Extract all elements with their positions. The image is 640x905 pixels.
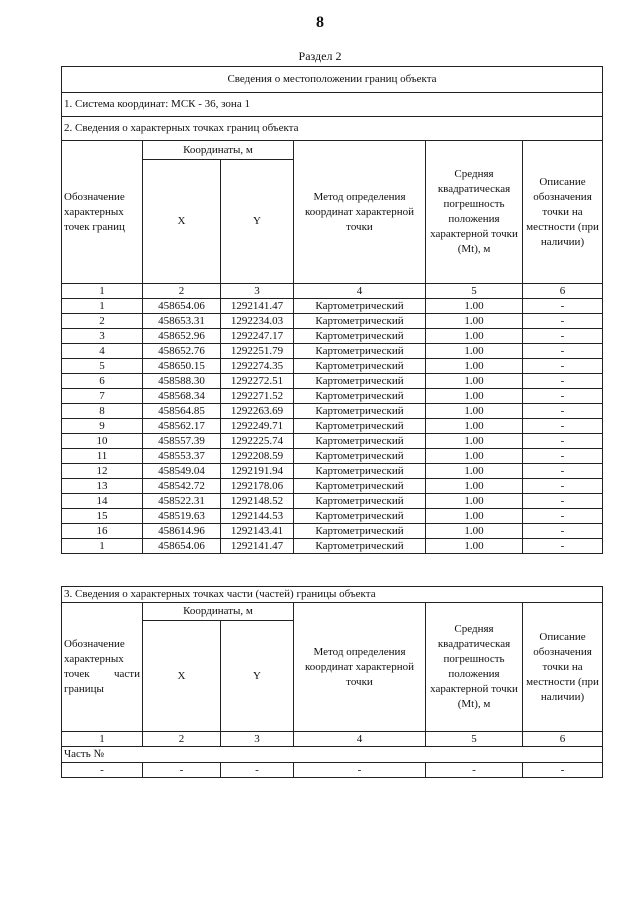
col-number: 2 <box>143 732 221 747</box>
col-number: 1 <box>62 284 143 299</box>
point-number: 1 <box>62 299 143 314</box>
description-cell: - <box>523 419 603 434</box>
coord-x: 458652.96 <box>143 329 221 344</box>
coord-x: 458557.39 <box>143 434 221 449</box>
point-number: 11 <box>62 449 143 464</box>
coord-y: 1292143.41 <box>221 524 294 539</box>
header-x: X <box>143 160 221 284</box>
header-description: Описание обозначения точки на местности (при наличии) <box>523 141 603 284</box>
col-number: 6 <box>523 284 603 299</box>
col-number: 2 <box>143 284 221 299</box>
method-cell: Картометрический <box>294 419 426 434</box>
point-number: 3 <box>62 329 143 344</box>
col-number: 5 <box>426 284 523 299</box>
method-cell: Картометрический <box>294 479 426 494</box>
header-description: Описание обозначения точки на местности (при наличии) <box>523 603 603 732</box>
coord-y: 1292251.79 <box>221 344 294 359</box>
col-number: 5 <box>426 732 523 747</box>
coord-x: 458522.31 <box>143 494 221 509</box>
header-method: Метод определения координат характерной точки <box>294 141 426 284</box>
point-number: 5 <box>62 359 143 374</box>
description-cell: - <box>523 359 603 374</box>
error-cell: 1.00 <box>426 389 523 404</box>
error-cell: 1.00 <box>426 314 523 329</box>
coord-x: 458542.72 <box>143 479 221 494</box>
empty-cell: - <box>426 763 523 778</box>
col-number: 6 <box>523 732 603 747</box>
description-cell: - <box>523 374 603 389</box>
coord-y: 1292225.74 <box>221 434 294 449</box>
point-number: 9 <box>62 419 143 434</box>
table-row <box>62 299 603 314</box>
method-cell: Картометрический <box>294 314 426 329</box>
coord-y: 1292148.52 <box>221 494 294 509</box>
method-cell: Картометрический <box>294 404 426 419</box>
col-number: 3 <box>221 284 294 299</box>
header-y: Y <box>221 160 294 284</box>
col-number: 3 <box>221 732 294 747</box>
header-designation: Обозначение характерных точек границ <box>62 141 143 284</box>
point-number: 13 <box>62 479 143 494</box>
coord-x: 458650.15 <box>143 359 221 374</box>
coord-x: 458654.06 <box>143 299 221 314</box>
boundary-points-table <box>61 66 603 554</box>
part-label: Часть № <box>62 747 603 763</box>
method-cell: Картометрический <box>294 509 426 524</box>
table-row <box>62 389 603 404</box>
col-number: 4 <box>294 284 426 299</box>
method-cell: Картометрический <box>294 299 426 314</box>
point-number: 14 <box>62 494 143 509</box>
coord-y: 1292263.69 <box>221 404 294 419</box>
table-row <box>62 359 603 374</box>
method-cell: Картометрический <box>294 494 426 509</box>
description-cell: - <box>523 539 603 554</box>
method-cell: Картометрический <box>294 344 426 359</box>
error-cell: 1.00 <box>426 494 523 509</box>
description-cell: - <box>523 494 603 509</box>
coord-x: 458652.76 <box>143 344 221 359</box>
point-number: 16 <box>62 524 143 539</box>
point-number: 10 <box>62 434 143 449</box>
method-cell: Картометрический <box>294 329 426 344</box>
coord-y: 1292249.71 <box>221 419 294 434</box>
point-number: 8 <box>62 404 143 419</box>
table-title: Сведения о местоположении границ объекта <box>62 67 603 93</box>
coord-y: 1292208.59 <box>221 449 294 464</box>
table-row <box>62 539 603 554</box>
coord-x: 458568.34 <box>143 389 221 404</box>
empty-cell: - <box>523 763 603 778</box>
method-cell: Картометрический <box>294 389 426 404</box>
coord-y: 1292141.47 <box>221 539 294 554</box>
method-cell: Картометрический <box>294 449 426 464</box>
header-coords: Координаты, м <box>143 141 294 160</box>
error-cell: 1.00 <box>426 509 523 524</box>
table-row <box>62 419 603 434</box>
point-number: 15 <box>62 509 143 524</box>
header-y: Y <box>221 621 294 732</box>
method-cell: Картометрический <box>294 434 426 449</box>
error-cell: 1.00 <box>426 434 523 449</box>
error-cell: 1.00 <box>426 449 523 464</box>
method-cell: Картометрический <box>294 359 426 374</box>
coord-x: 458519.63 <box>143 509 221 524</box>
coord-x: 458654.06 <box>143 539 221 554</box>
page-number: 8 <box>316 14 324 31</box>
error-cell: 1.00 <box>426 464 523 479</box>
error-cell: 1.00 <box>426 524 523 539</box>
header-coords: Координаты, м <box>143 603 294 621</box>
error-cell: 1.00 <box>426 359 523 374</box>
error-cell: 1.00 <box>426 404 523 419</box>
col-number: 1 <box>62 732 143 747</box>
description-cell: - <box>523 449 603 464</box>
error-cell: 1.00 <box>426 539 523 554</box>
description-cell: - <box>523 329 603 344</box>
coord-x: 458564.85 <box>143 404 221 419</box>
error-cell: 1.00 <box>426 374 523 389</box>
header-method: Метод определения координат характерной точки <box>294 603 426 732</box>
description-cell: - <box>523 299 603 314</box>
points-heading: 2. Сведения о характерных точках границ объекта <box>62 117 603 141</box>
table-row <box>62 344 603 359</box>
description-cell: - <box>523 389 603 404</box>
description-cell: - <box>523 464 603 479</box>
header-x: X <box>143 621 221 732</box>
description-cell: - <box>523 434 603 449</box>
coord-y: 1292274.35 <box>221 359 294 374</box>
table-row <box>62 479 603 494</box>
header-error: Средняя квадратическая погрешность положения характерной точки (Mt), м <box>426 141 523 284</box>
description-cell: - <box>523 479 603 494</box>
coord-x: 458588.30 <box>143 374 221 389</box>
coord-y: 1292247.17 <box>221 329 294 344</box>
coord-y: 1292191.94 <box>221 464 294 479</box>
table-row <box>62 434 603 449</box>
description-cell: - <box>523 524 603 539</box>
coord-y: 1292234.03 <box>221 314 294 329</box>
table-row <box>62 494 603 509</box>
coord-system: 1. Система координат: МСК - 36, зона 1 <box>62 93 603 117</box>
error-cell: 1.00 <box>426 329 523 344</box>
part-points-table <box>61 586 603 778</box>
empty-cell: - <box>62 763 143 778</box>
empty-cell: - <box>221 763 294 778</box>
point-number: 2 <box>62 314 143 329</box>
method-cell: Картометрический <box>294 374 426 389</box>
col-number: 4 <box>294 732 426 747</box>
error-cell: 1.00 <box>426 479 523 494</box>
coord-x: 458553.37 <box>143 449 221 464</box>
method-cell: Картометрический <box>294 464 426 479</box>
method-cell: Картометрический <box>294 524 426 539</box>
section-label: Раздел 2 <box>298 49 342 63</box>
table-row <box>62 404 603 419</box>
table-row <box>62 329 603 344</box>
error-cell: 1.00 <box>426 344 523 359</box>
empty-cell: - <box>294 763 426 778</box>
coord-y: 1292144.53 <box>221 509 294 524</box>
point-number: 12 <box>62 464 143 479</box>
point-number: 7 <box>62 389 143 404</box>
method-cell: Картометрический <box>294 539 426 554</box>
parts-heading: 3. Сведения о характерных точках части (частей) границы объекта <box>62 587 603 603</box>
coord-x: 458653.31 <box>143 314 221 329</box>
description-cell: - <box>523 344 603 359</box>
error-cell: 1.00 <box>426 299 523 314</box>
description-cell: - <box>523 404 603 419</box>
coord-x: 458549.04 <box>143 464 221 479</box>
description-cell: - <box>523 314 603 329</box>
point-number: 4 <box>62 344 143 359</box>
table-row <box>62 524 603 539</box>
coord-y: 1292141.47 <box>221 299 294 314</box>
header-error: Средняя квадратическая погрешность положения характерной точки (Mt), м <box>426 603 523 732</box>
coord-x: 458562.17 <box>143 419 221 434</box>
coord-y: 1292178.06 <box>221 479 294 494</box>
table-row <box>62 509 603 524</box>
header-part-designation: Обозначение характерных точек части границы <box>62 603 143 732</box>
coord-x: 458614.96 <box>143 524 221 539</box>
coord-y: 1292272.51 <box>221 374 294 389</box>
table-row <box>62 314 603 329</box>
error-cell: 1.00 <box>426 419 523 434</box>
table-row <box>62 374 603 389</box>
table-row <box>62 464 603 479</box>
empty-cell: - <box>143 763 221 778</box>
description-cell: - <box>523 509 603 524</box>
point-number: 6 <box>62 374 143 389</box>
coord-y: 1292271.52 <box>221 389 294 404</box>
table-row <box>62 449 603 464</box>
point-number: 1 <box>62 539 143 554</box>
